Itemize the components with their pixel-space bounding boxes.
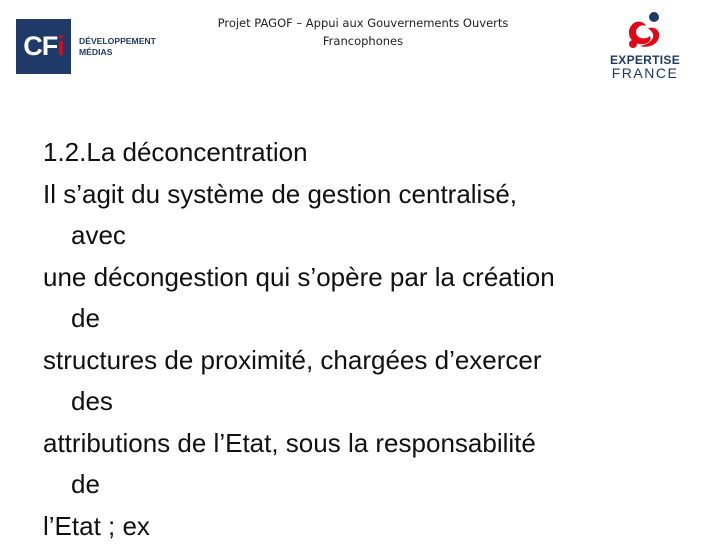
cfi-logo-mark — [16, 19, 71, 74]
cfi-logo-mark-main: CF — [23, 31, 57, 62]
body-line-4: de — [43, 298, 703, 340]
header-title-line-1: Projet PAGOF – Appui aux Gouvernements Ouverts — [200, 14, 526, 32]
body-line-7: attributions de l’Etat, sous la responsabilité — [43, 423, 703, 465]
section-heading: 1.2.La déconcentration — [43, 132, 703, 174]
expertise-france-line-1: EXPERTISE — [600, 54, 690, 67]
slide-content — [43, 132, 703, 547]
cfi-logo-subtitle — [79, 36, 156, 58]
cfi-logo-mark-accent: i — [57, 31, 64, 62]
expertise-france-logo — [600, 10, 690, 84]
body-line-1: Il s’agit du système de gestion centralisé, — [43, 174, 703, 216]
body-line-8: de — [43, 464, 703, 506]
cfi-logo-line-2: MÉDIAS — [79, 47, 156, 58]
cfi-logo-line-1: DÉVELOPPEMENT — [79, 36, 156, 47]
body-line-3: une décongestion qui s’opère par la création — [43, 257, 703, 299]
expertise-france-line-2: FRANCE — [600, 67, 690, 80]
body-line-5: structures de proximité, chargées d’exercer — [43, 340, 703, 382]
body-line-9: l’Etat ; ex — [43, 506, 703, 547]
header-title — [200, 14, 526, 50]
expertise-france-wordmark — [600, 54, 690, 80]
body-line-6: des — [43, 381, 703, 423]
body-line-2: avec — [43, 215, 703, 257]
header-title-line-2: Francophones — [200, 32, 526, 50]
expertise-france-emblem-icon — [600, 10, 690, 54]
cfi-logo — [16, 19, 166, 74]
